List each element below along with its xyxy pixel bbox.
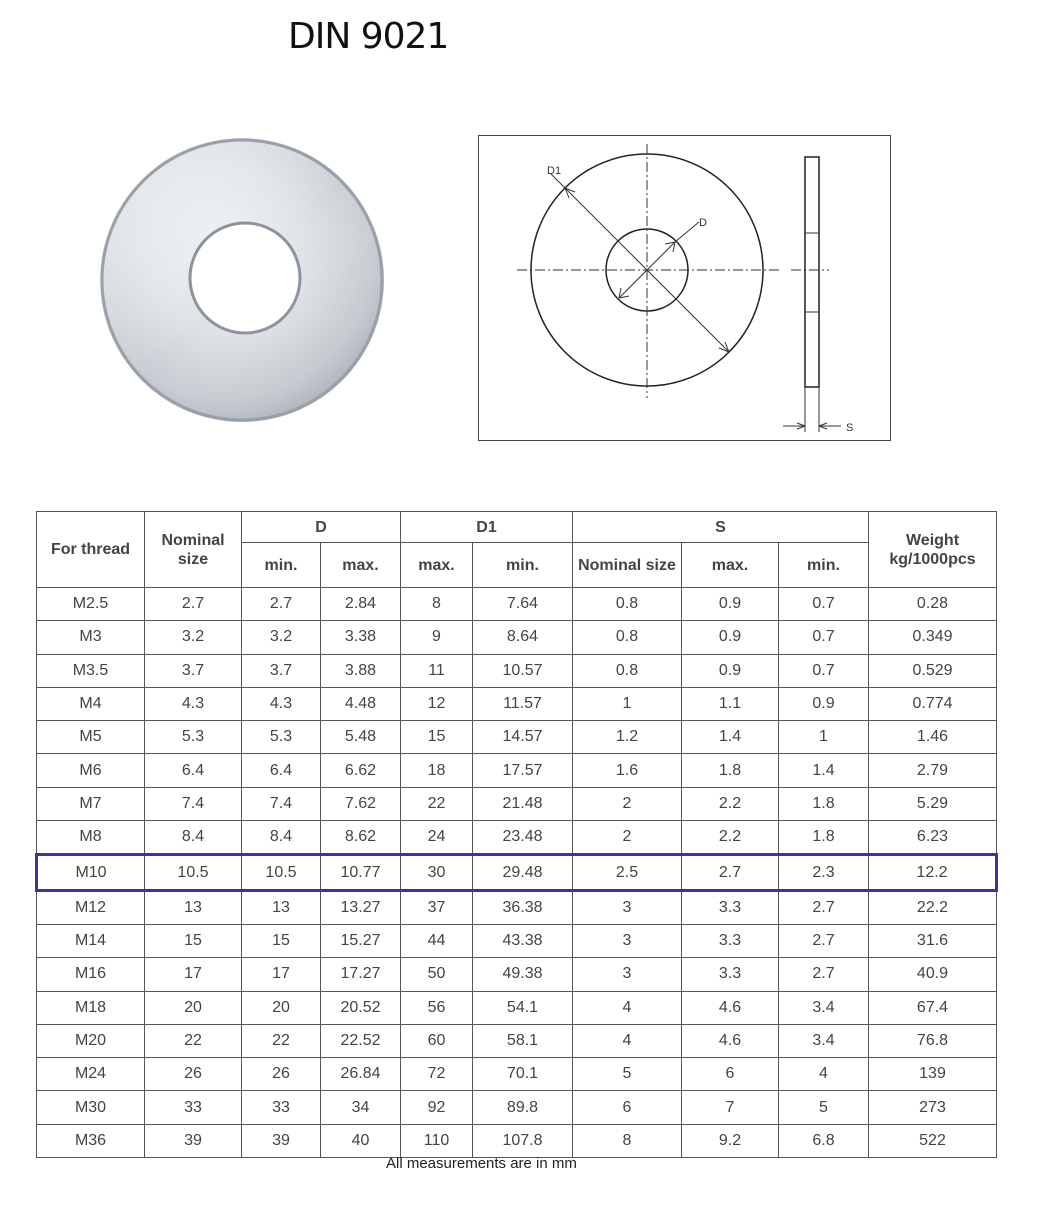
table-cell: 5 bbox=[573, 1058, 682, 1091]
technical-drawing bbox=[478, 135, 891, 441]
table-cell: 1.1 bbox=[682, 687, 779, 720]
table-cell: 2.7 bbox=[242, 588, 321, 621]
table-row bbox=[37, 924, 997, 957]
d1-label: D1 bbox=[547, 165, 562, 177]
table-cell: 17.57 bbox=[473, 754, 573, 787]
table-cell: M36 bbox=[37, 1124, 145, 1157]
table-cell: 26 bbox=[242, 1058, 321, 1091]
table-cell: M12 bbox=[37, 890, 145, 924]
header-s-nominal: Nominal size bbox=[573, 543, 682, 588]
table-cell: 6.4 bbox=[145, 754, 242, 787]
table-cell: M4 bbox=[37, 687, 145, 720]
table-cell: 22 bbox=[145, 1024, 242, 1057]
table-cell: 49.38 bbox=[473, 958, 573, 991]
table-cell: M20 bbox=[37, 1024, 145, 1057]
table-row bbox=[37, 821, 997, 855]
table-cell: 14.57 bbox=[473, 721, 573, 754]
table-cell: 22.52 bbox=[321, 1024, 401, 1057]
table-cell: 11.57 bbox=[473, 687, 573, 720]
table-cell: M24 bbox=[37, 1058, 145, 1091]
table-cell: 6 bbox=[682, 1058, 779, 1091]
table-cell: 6.4 bbox=[242, 754, 321, 787]
table-cell: 23.48 bbox=[473, 821, 573, 855]
header-d1-min: min. bbox=[473, 543, 573, 588]
table-cell: 18 bbox=[401, 754, 473, 787]
table-row bbox=[37, 1091, 997, 1124]
table-cell: 2.7 bbox=[145, 588, 242, 621]
table-cell: 0.7 bbox=[779, 621, 869, 654]
table-cell: 37 bbox=[401, 890, 473, 924]
table-cell: 1.4 bbox=[779, 754, 869, 787]
table-cell: 139 bbox=[869, 1058, 997, 1091]
table-cell: 17 bbox=[242, 958, 321, 991]
table-cell: 522 bbox=[869, 1124, 997, 1157]
footnote: All measurements are in mm bbox=[386, 1155, 577, 1172]
table-cell: 0.774 bbox=[869, 687, 997, 720]
table-cell: 3.38 bbox=[321, 621, 401, 654]
table-cell: 5.3 bbox=[242, 721, 321, 754]
table-row bbox=[37, 588, 997, 621]
header-s-max: max. bbox=[682, 543, 779, 588]
s-label: S bbox=[846, 422, 854, 434]
table-body bbox=[37, 588, 997, 1158]
table-cell: 3.4 bbox=[779, 1024, 869, 1057]
table-cell: 0.7 bbox=[779, 588, 869, 621]
table-cell: M2.5 bbox=[37, 588, 145, 621]
table-cell: 76.8 bbox=[869, 1024, 997, 1057]
table-cell: 43.38 bbox=[473, 924, 573, 957]
table-cell: 10.5 bbox=[145, 855, 242, 890]
table-cell: 22 bbox=[242, 1024, 321, 1057]
table-cell: 6.62 bbox=[321, 754, 401, 787]
table-cell: 2.84 bbox=[321, 588, 401, 621]
table-cell: 0.9 bbox=[779, 687, 869, 720]
table-cell: 0.9 bbox=[682, 588, 779, 621]
table-row bbox=[37, 1024, 997, 1057]
table-cell: 29.48 bbox=[473, 855, 573, 890]
table-cell: 8.64 bbox=[473, 621, 573, 654]
table-cell: M8 bbox=[37, 821, 145, 855]
table-cell: 36.38 bbox=[473, 890, 573, 924]
table-cell: M10 bbox=[37, 855, 145, 890]
table-cell: 3.2 bbox=[242, 621, 321, 654]
table-cell: 3 bbox=[573, 958, 682, 991]
table-row bbox=[37, 721, 997, 754]
table-cell: 50 bbox=[401, 958, 473, 991]
table-cell: 0.8 bbox=[573, 621, 682, 654]
table-cell: 15.27 bbox=[321, 924, 401, 957]
table-cell: 39 bbox=[242, 1124, 321, 1157]
table-cell: 3 bbox=[573, 890, 682, 924]
table-cell: 2.5 bbox=[573, 855, 682, 890]
header-d: D bbox=[242, 512, 401, 543]
table-cell: 1 bbox=[779, 721, 869, 754]
table-cell: 0.7 bbox=[779, 654, 869, 687]
table-cell: 8.4 bbox=[242, 821, 321, 855]
table-cell: 2.7 bbox=[779, 958, 869, 991]
table-cell: 0.8 bbox=[573, 654, 682, 687]
table-cell: 31.6 bbox=[869, 924, 997, 957]
table-cell: 17 bbox=[145, 958, 242, 991]
header-s-min: min. bbox=[779, 543, 869, 588]
header-nominal-size: Nominal size bbox=[145, 512, 242, 588]
table-cell: 7.4 bbox=[242, 787, 321, 820]
table-cell: 54.1 bbox=[473, 991, 573, 1024]
table-cell: 22.2 bbox=[869, 890, 997, 924]
table-cell: 33 bbox=[145, 1091, 242, 1124]
table-cell: 2.3 bbox=[779, 855, 869, 890]
table-cell: 4 bbox=[779, 1058, 869, 1091]
side-view bbox=[805, 157, 819, 387]
table-cell: 30 bbox=[401, 855, 473, 890]
table-row-highlighted bbox=[37, 855, 997, 890]
d1-dimension-line bbox=[551, 174, 729, 352]
table-cell: 40.9 bbox=[869, 958, 997, 991]
table-cell: M30 bbox=[37, 1091, 145, 1124]
table-cell: 56 bbox=[401, 991, 473, 1024]
table-cell: 0.9 bbox=[682, 621, 779, 654]
table-cell: 58.1 bbox=[473, 1024, 573, 1057]
table-cell: 1.8 bbox=[682, 754, 779, 787]
table-cell: 15 bbox=[242, 924, 321, 957]
table-cell: 2.7 bbox=[779, 890, 869, 924]
table-cell: 10.77 bbox=[321, 855, 401, 890]
table-cell: 13 bbox=[242, 890, 321, 924]
table-cell: 8 bbox=[573, 1124, 682, 1157]
table-cell: 4 bbox=[573, 991, 682, 1024]
table-cell: 10.57 bbox=[473, 654, 573, 687]
header-d1-max: max. bbox=[401, 543, 473, 588]
table-cell: 24 bbox=[401, 821, 473, 855]
table-cell: 11 bbox=[401, 654, 473, 687]
table-cell: M14 bbox=[37, 924, 145, 957]
table-cell: 4.48 bbox=[321, 687, 401, 720]
table-row bbox=[37, 654, 997, 687]
table-cell: 2.79 bbox=[869, 754, 997, 787]
table-cell: 6.23 bbox=[869, 821, 997, 855]
table-cell: M16 bbox=[37, 958, 145, 991]
table-cell: 3.7 bbox=[242, 654, 321, 687]
table-cell: 7.4 bbox=[145, 787, 242, 820]
table-cell: 26.84 bbox=[321, 1058, 401, 1091]
table-cell: 89.8 bbox=[473, 1091, 573, 1124]
table-cell: 2.7 bbox=[779, 924, 869, 957]
table-cell: 3 bbox=[573, 924, 682, 957]
table-cell: 44 bbox=[401, 924, 473, 957]
table-cell: 2.7 bbox=[682, 855, 779, 890]
table-cell: M3.5 bbox=[37, 654, 145, 687]
table-cell: 107.8 bbox=[473, 1124, 573, 1157]
table-cell: 40 bbox=[321, 1124, 401, 1157]
table-cell: 2 bbox=[573, 821, 682, 855]
table-cell: 12.2 bbox=[869, 855, 997, 890]
table-cell: 0.28 bbox=[869, 588, 997, 621]
table-cell: 4.6 bbox=[682, 991, 779, 1024]
table-cell: 2.2 bbox=[682, 787, 779, 820]
table-cell: 4.3 bbox=[242, 687, 321, 720]
table-cell: 3.3 bbox=[682, 924, 779, 957]
table-row bbox=[37, 787, 997, 820]
header-d-max: max. bbox=[321, 543, 401, 588]
table-cell: 5 bbox=[779, 1091, 869, 1124]
page-title: DIN 9021 bbox=[288, 16, 449, 57]
table-cell: 7.64 bbox=[473, 588, 573, 621]
table-cell: 5.48 bbox=[321, 721, 401, 754]
table-cell: 7 bbox=[682, 1091, 779, 1124]
table-cell: 1.46 bbox=[869, 721, 997, 754]
table-cell: 39 bbox=[145, 1124, 242, 1157]
table-cell: 9 bbox=[401, 621, 473, 654]
table-cell: 1 bbox=[573, 687, 682, 720]
table-cell: 8.4 bbox=[145, 821, 242, 855]
table-row bbox=[37, 754, 997, 787]
table-row bbox=[37, 890, 997, 924]
table-cell: 10.5 bbox=[242, 855, 321, 890]
table-cell: 20 bbox=[242, 991, 321, 1024]
table-cell: 1.8 bbox=[779, 787, 869, 820]
table-cell: 1.2 bbox=[573, 721, 682, 754]
table-cell: 60 bbox=[401, 1024, 473, 1057]
table-cell: 1.8 bbox=[779, 821, 869, 855]
table-cell: 15 bbox=[145, 924, 242, 957]
table-cell: 273 bbox=[869, 1091, 997, 1124]
table-cell: 0.9 bbox=[682, 654, 779, 687]
table-cell: 1.4 bbox=[682, 721, 779, 754]
table-cell: 21.48 bbox=[473, 787, 573, 820]
washer-photo bbox=[96, 134, 388, 426]
d-label: D bbox=[699, 217, 707, 229]
table-cell: 3.88 bbox=[321, 654, 401, 687]
table-cell: 110 bbox=[401, 1124, 473, 1157]
table-cell: 5.3 bbox=[145, 721, 242, 754]
table-cell: 5.29 bbox=[869, 787, 997, 820]
table-cell: 9.2 bbox=[682, 1124, 779, 1157]
table-cell: 72 bbox=[401, 1058, 473, 1091]
table-cell: M18 bbox=[37, 991, 145, 1024]
table-cell: 33 bbox=[242, 1091, 321, 1124]
table-cell: 17.27 bbox=[321, 958, 401, 991]
table-cell: 13 bbox=[145, 890, 242, 924]
table-cell: 22 bbox=[401, 787, 473, 820]
table-cell: 92 bbox=[401, 1091, 473, 1124]
table-cell: 3.2 bbox=[145, 621, 242, 654]
table-cell: 2.2 bbox=[682, 821, 779, 855]
table-cell: M6 bbox=[37, 754, 145, 787]
table-cell: 34 bbox=[321, 1091, 401, 1124]
table-cell: 6 bbox=[573, 1091, 682, 1124]
table-cell: 3.3 bbox=[682, 890, 779, 924]
table-cell: 4.6 bbox=[682, 1024, 779, 1057]
table-cell: 4.3 bbox=[145, 687, 242, 720]
table-cell: 3.7 bbox=[145, 654, 242, 687]
table-cell: M3 bbox=[37, 621, 145, 654]
header-for-thread: For thread bbox=[37, 512, 145, 588]
table-cell: 15 bbox=[401, 721, 473, 754]
table-cell: 20 bbox=[145, 991, 242, 1024]
table-cell: 4 bbox=[573, 1024, 682, 1057]
header-d1: D1 bbox=[401, 512, 573, 543]
table-cell: 6.8 bbox=[779, 1124, 869, 1157]
table-cell: 8 bbox=[401, 588, 473, 621]
dimension-table bbox=[35, 511, 998, 1158]
table-cell: 12 bbox=[401, 687, 473, 720]
table-cell: 0.349 bbox=[869, 621, 997, 654]
table-cell: 20.52 bbox=[321, 991, 401, 1024]
table-cell: 67.4 bbox=[869, 991, 997, 1024]
table-cell: M7 bbox=[37, 787, 145, 820]
table-cell: 8.62 bbox=[321, 821, 401, 855]
table-cell: 0.529 bbox=[869, 654, 997, 687]
table-cell: M5 bbox=[37, 721, 145, 754]
table-cell: 3.3 bbox=[682, 958, 779, 991]
table-cell: 70.1 bbox=[473, 1058, 573, 1091]
table-cell: 26 bbox=[145, 1058, 242, 1091]
table-cell: 2 bbox=[573, 787, 682, 820]
header-d-min: min. bbox=[242, 543, 321, 588]
table-row bbox=[37, 1058, 997, 1091]
table-row bbox=[37, 991, 997, 1024]
table-cell: 3.4 bbox=[779, 991, 869, 1024]
table-row bbox=[37, 958, 997, 991]
header-s: S bbox=[573, 512, 869, 543]
table-cell: 1.6 bbox=[573, 754, 682, 787]
table-row bbox=[37, 621, 997, 654]
table-cell: 0.8 bbox=[573, 588, 682, 621]
table-cell: 13.27 bbox=[321, 890, 401, 924]
table-row bbox=[37, 687, 997, 720]
table-cell: 7.62 bbox=[321, 787, 401, 820]
table-row bbox=[37, 1124, 997, 1157]
header-weight: Weight kg/1000pcs bbox=[869, 512, 997, 588]
